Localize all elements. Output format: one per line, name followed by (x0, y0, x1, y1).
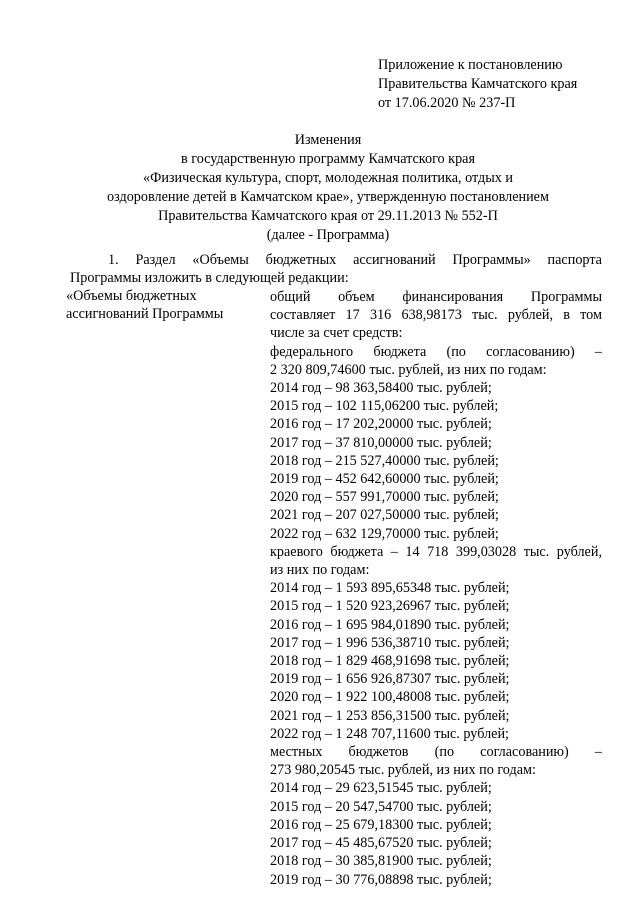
funding-line: 2016 год – 17 202,20000 тыс. рублей; (270, 416, 492, 433)
title-line: «Физическая культура, спорт, молодежная политика, отдых и (143, 170, 513, 186)
funding-line: 2016 год – 25 679,18300 тыс. рублей; (270, 816, 492, 833)
funding-line: 2022 год – 1 248 707,11600 тыс. рублей; (270, 725, 509, 742)
funding-line: 2020 год – 1 922 100,48008 тыс. рублей; (270, 689, 510, 706)
table-left-cell (66, 288, 251, 323)
funding-line: 2022 год – 632 129,70000 тыс. рублей; (270, 525, 499, 542)
funding-line: 2 320 809,74600 тыс. рублей, из них по годам: (270, 361, 547, 378)
left-cell-line: «Объемы бюджетных (66, 288, 197, 304)
funding-line: местных бюджетов (по согласованию) – (270, 744, 602, 761)
funding-line: из них по годам: (270, 562, 370, 579)
funding-line: 2015 год – 1 520 923,26967 тыс. рублей; (270, 598, 510, 615)
paragraph-line: Программы изложить в следующей редакции: (70, 269, 349, 286)
document-title (50, 131, 606, 245)
left-cell-line: ассигнований Программы (66, 305, 224, 322)
appendix-header (378, 56, 577, 113)
funding-line: 2021 год – 207 027,50000 тыс. рублей; (270, 507, 499, 524)
title-line: Правительства Камчатского края от 29.11.2013 № 552-П (158, 208, 498, 224)
funding-line: общий объем финансирования Программы (270, 289, 602, 305)
funding-line: 2017 год – 1 996 536,38710 тыс. рублей; (270, 634, 510, 651)
funding-line: 2014 год – 1 593 895,65348 тыс. рублей; (270, 580, 510, 597)
funding-line: 2021 год – 1 253 856,31500 тыс. рублей; (270, 707, 510, 724)
title-line: (далее - Программа) (266, 227, 390, 243)
funding-line: 2017 год – 45 485,67520 тыс. рублей; (270, 835, 492, 852)
funding-line: 2017 год – 37 810,00000 тыс. рублей; (270, 434, 492, 451)
funding-line: 2015 год – 20 547,54700 тыс. рублей; (270, 798, 492, 815)
funding-line: 2018 год – 1 829 468,91698 тыс. рублей; (270, 653, 510, 670)
funding-line: 2019 год – 30 776,08898 тыс. рублей; (270, 871, 492, 888)
funding-line: 2019 год – 452 642,60000 тыс. рублей; (270, 471, 499, 488)
funding-line: 2019 год – 1 656 926,87307 тыс. рублей; (270, 671, 510, 688)
funding-line: числе за счет средств: (270, 325, 403, 342)
funding-line: 2018 год – 215 527,40000 тыс. рублей; (270, 452, 499, 469)
funding-line: 2015 год – 102 115,06200 тыс. рублей; (270, 398, 499, 415)
title-line: в государственную программу Камчатского края (181, 151, 475, 167)
appendix-line: от 17.06.2020 № 237-П (378, 95, 516, 111)
funding-line: краевого бюджета – 14 718 399,03028 тыс. рублей, (270, 543, 602, 560)
appendix-line: Приложение к постановлению (378, 57, 563, 73)
paragraph-1 (70, 252, 602, 287)
title-line: Изменения (294, 132, 362, 148)
funding-line: 2018 год – 30 385,81900 тыс. рублей; (270, 853, 492, 870)
appendix-line: Правительства Камчатского края (378, 76, 578, 92)
funding-line: 2016 год – 1 695 984,01890 тыс. рублей; (270, 616, 510, 633)
funding-line: 273 980,20545 тыс. рублей, из них по годам: (270, 762, 536, 779)
funding-line: 2014 год – 98 363,58400 тыс. рублей; (270, 380, 492, 397)
table-right-cell (270, 288, 602, 889)
paragraph-line: 1. Раздел «Объемы бюджетных ассигнований Программы» паспорта (108, 252, 602, 268)
title-line: оздоровление детей в Камчатском крае», утвержденную постановлением (107, 189, 549, 205)
funding-line: 2020 год – 557 991,70000 тыс. рублей; (270, 489, 499, 506)
funding-line: федерального бюджета (по согласованию) – (270, 343, 602, 360)
funding-line: составляет 17 316 638,98173 тыс. рублей, в том (270, 307, 602, 324)
funding-line: 2014 год – 29 623,51545 тыс. рублей; (270, 780, 492, 797)
